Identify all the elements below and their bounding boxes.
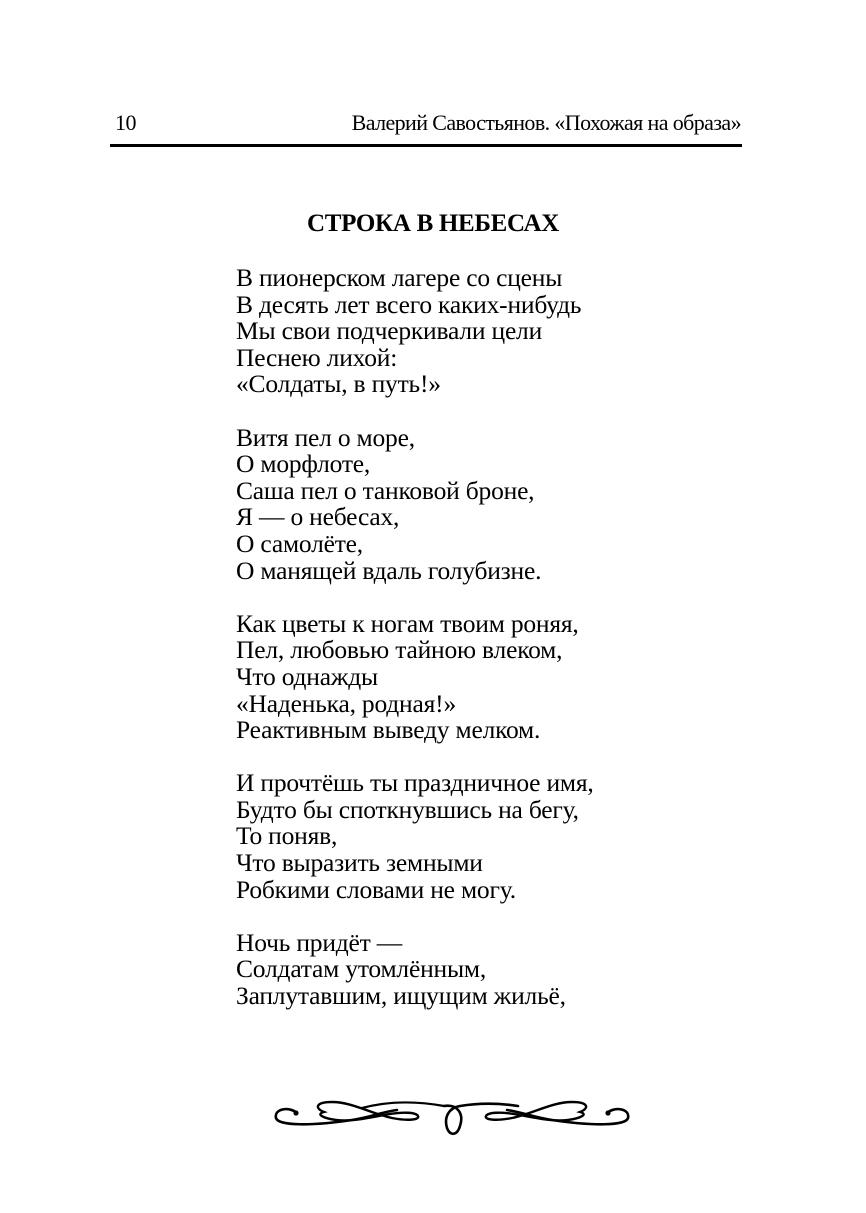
running-title: Валерий Савостьянов. «Похожая на образа»	[351, 110, 741, 135]
poem-line: Пел, любовью тайною влеком,	[236, 635, 563, 665]
poem-line: Ночь придёт —	[236, 927, 403, 957]
stanza-2	[236, 422, 594, 585]
poem-line: Мы свои подчеркивали цели	[236, 316, 543, 346]
poem-line: Витя пел о море,	[236, 422, 415, 452]
poem-line: В десять лет всего каких-нибудь	[236, 289, 582, 319]
poem-line: «Наденька, родная!»	[236, 688, 456, 718]
poem-line: Саша пел о танковой броне,	[236, 475, 535, 505]
page-header	[113, 108, 741, 138]
poem-line: Что однажды	[236, 661, 378, 691]
poem-line: Робкими словами не могу.	[236, 874, 516, 904]
stanza-5	[236, 927, 594, 1011]
poem-line: Я — о небесах,	[236, 502, 400, 532]
poem-body	[236, 265, 594, 1010]
page-number: 10	[115, 110, 136, 135]
stanza-4	[236, 770, 594, 903]
poem-line: Реактивным выведу мелком.	[236, 715, 541, 745]
poem-line: Солдатам утомлённым,	[236, 954, 487, 984]
poem-line: О манящей вдаль голубизне.	[236, 555, 542, 585]
stanza-3	[236, 608, 594, 745]
poem-line: Песнею лихой:	[236, 342, 398, 372]
poem-line: В пионерском лагере со сцены	[236, 263, 563, 292]
poem-line: О морфлоте,	[236, 449, 371, 479]
poem-line: Будто бы споткнувшись на бегу,	[236, 794, 579, 824]
poem-line: Как цветы к ногам твоим роняя,	[236, 608, 579, 638]
poem-line: О самолёте,	[236, 528, 363, 558]
poem-line: И прочтёшь ты праздничное имя,	[236, 768, 594, 798]
poem-line: То поняв,	[236, 821, 338, 851]
flourish-divider-icon	[272, 1092, 632, 1146]
poem-line: Что выразить земными	[236, 848, 483, 878]
poem-line: «Солдаты, в путь!»	[236, 369, 441, 399]
header-rule	[110, 144, 742, 147]
stanza-1	[236, 265, 594, 398]
poem-title: СТРОКА В НЕБЕСАХ	[306, 210, 560, 237]
poem-line: Заплутавшим, ищущим жильё,	[236, 981, 566, 1011]
